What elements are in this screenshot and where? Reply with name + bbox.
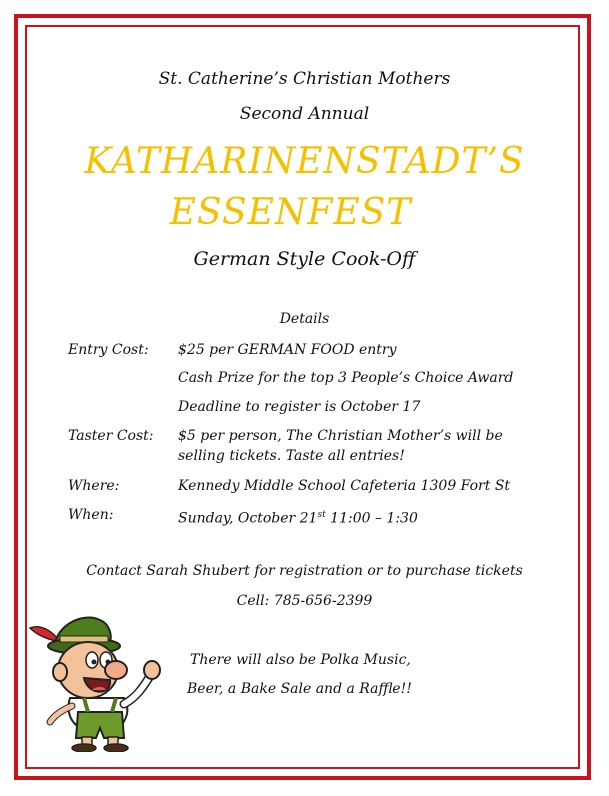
when-date: Sunday, October 21	[178, 510, 318, 527]
cash-prize-text: Cash Prize for the top 3 People’s Choice Award	[178, 370, 514, 386]
edition-text: Second Annual	[239, 104, 370, 124]
where-label: Where:	[68, 478, 120, 494]
details-heading: Details	[279, 311, 330, 327]
taster-cost-line1: $5 per person, The Christian Mother’s will be	[178, 428, 503, 444]
taster-cost-line2: selling tickets. Taste all entries!	[178, 448, 405, 464]
organization-name: St. Catherine’s Christian Mothers	[158, 69, 451, 89]
when-label: When:	[68, 507, 114, 523]
deadline-text: Deadline to register is October 17	[178, 399, 421, 415]
entry-cost-label: Entry Cost:	[68, 342, 149, 358]
event-subtitle: German Style Cook-Off	[193, 248, 416, 270]
when-date-suffix: st	[317, 510, 326, 520]
event-title-line2: ESSENFEST	[169, 192, 412, 233]
extras-line1: There will also be Polka Music,	[190, 652, 411, 668]
entry-cost-value: $25 per GERMAN FOOD entry	[178, 342, 397, 358]
when-time: 11:00 – 1:30	[325, 510, 418, 527]
extras-line2: Beer, a Bake Sale and a Raffle!!	[187, 681, 412, 697]
bavarian-mascot-illustration	[26, 606, 166, 752]
contact-cell: Cell: 785-656-2399	[236, 593, 373, 609]
contact-line: Contact Sarah Shubert for registration or to purchase tickets	[86, 563, 523, 579]
where-value: Kennedy Middle School Cafeteria 1309 Fort St	[178, 478, 511, 494]
when-value	[178, 505, 538, 529]
event-title-line1: KATHARINENSTADT’S	[84, 141, 525, 182]
taster-cost-label: Taster Cost:	[68, 428, 154, 444]
